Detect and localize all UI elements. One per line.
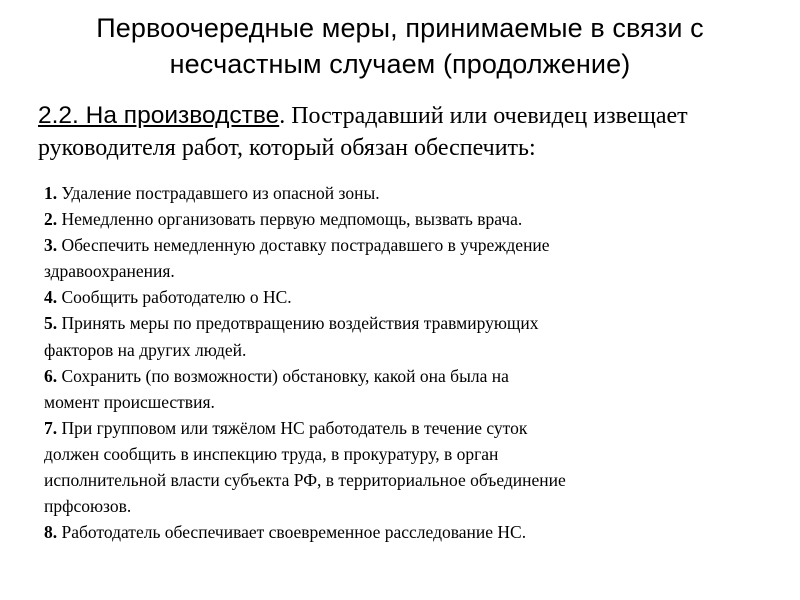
measures-list [44,180,764,545]
item-number: 5. [44,313,58,334]
list-item [44,519,764,545]
item-text: При групповом или тяжёлом НС работодатель в течение суток [61,417,528,438]
item-number: 7. [44,417,58,438]
item-text-continued: исполнительной власти субъекта РФ, в территориальное объединение [44,470,566,491]
item-number: 4. [44,287,58,308]
title-line-2: несчастным случаем (продолжение) [169,49,631,79]
item-text: Сохранить (по возможности) обстановку, какой она была на [61,365,509,386]
item-number: 3. [44,235,58,256]
item-text: Принять меры по предотвращению воздействия травмирующих [61,313,539,334]
item-text-continued: момент происшествия. [44,391,215,412]
item-text: Обеспечить немедленную доставку пострадавшего в учреждение [61,235,550,256]
list-item [44,310,764,362]
list-item [44,232,764,284]
item-text: Немедленно организовать первую медпомощь, вызвать врача. [61,209,523,230]
list-item [44,284,764,310]
item-text-continued: прфсоюзов. [44,496,132,517]
list-item [44,180,764,206]
item-text: Работодатель обеспечивает своевременное расследование НС. [61,522,527,543]
item-number: 6. [44,365,58,386]
item-text: Удаление пострадавшего из опасной зоны. [61,183,380,203]
list-item [44,415,764,519]
item-text-continued: должен сообщить в инспекцию труда, в прокуратуру, в орган [44,443,499,464]
title-line-1: Первоочередные меры, принимаемые в связи с [96,13,704,43]
item-number: 1. [44,183,58,203]
item-number: 2. [44,209,58,230]
section-heading: 2.2. На производстве [38,102,280,129]
intro-paragraph [38,100,788,164]
intro-text-line-1: Пострадавший или очевидец извещает [285,103,688,129]
intro-text-line-2: руководителя работ, который обязан обеспечить: [38,135,536,161]
list-item [44,206,764,232]
section-heading-dot: . [279,103,286,129]
item-text-continued: факторов на других людей. [44,339,247,360]
item-text-continued: здравоохранения. [44,261,175,282]
list-item [44,363,764,415]
item-number: 8. [44,522,58,543]
slide-title [60,10,740,82]
item-text: Сообщить работодателю о НС. [61,287,292,308]
